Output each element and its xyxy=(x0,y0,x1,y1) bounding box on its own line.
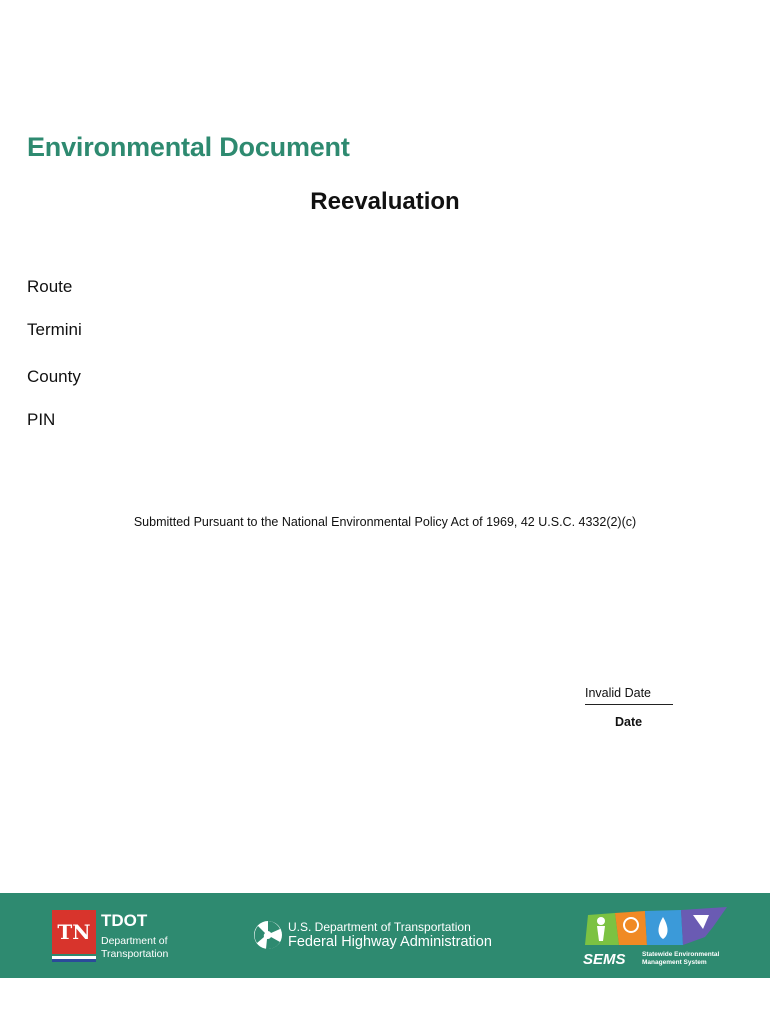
tdot-subtitle-line: Department of xyxy=(101,935,168,947)
date-caption: Date xyxy=(615,715,643,729)
fhwa-agency-line: Federal Highway Administration xyxy=(288,934,492,950)
document-title: Environmental Document xyxy=(27,132,350,162)
tdot-name: TDOT xyxy=(101,911,148,930)
sems-tagline xyxy=(642,951,719,966)
field-label-route: Route xyxy=(27,277,73,296)
tn-badge: TN xyxy=(52,910,96,954)
fhwa-department-line: U.S. Department of Transportation xyxy=(288,920,471,934)
tdot-logo xyxy=(52,910,182,962)
field-label-county: County xyxy=(27,367,81,386)
tennessee-map-icon xyxy=(585,907,727,945)
date-value: Invalid Date xyxy=(585,686,673,705)
tdot-subtitle-line: Transportation xyxy=(101,948,169,960)
dot-triskelion-icon xyxy=(253,920,283,950)
document-subtitle: Reevaluation xyxy=(310,188,460,215)
sems-logo xyxy=(583,907,728,968)
sems-tagline-line: Statewide Environmental xyxy=(642,951,720,958)
field-label-termini: Termini xyxy=(27,320,82,339)
sems-tagline-line: Management System xyxy=(642,958,707,966)
footer-logo-band xyxy=(0,893,770,978)
nepa-statement: Submitted Pursuant to the National Environmental Policy Act of 1969, 42 U.S.C. 4332(2)(c) xyxy=(133,515,637,529)
field-label-pin: PIN xyxy=(27,410,56,429)
fhwa-logo xyxy=(253,918,513,958)
sems-name: SEMS xyxy=(583,951,626,968)
tdot-subtitle xyxy=(101,935,168,961)
tn-stripe xyxy=(52,959,96,962)
date-block xyxy=(585,686,673,729)
